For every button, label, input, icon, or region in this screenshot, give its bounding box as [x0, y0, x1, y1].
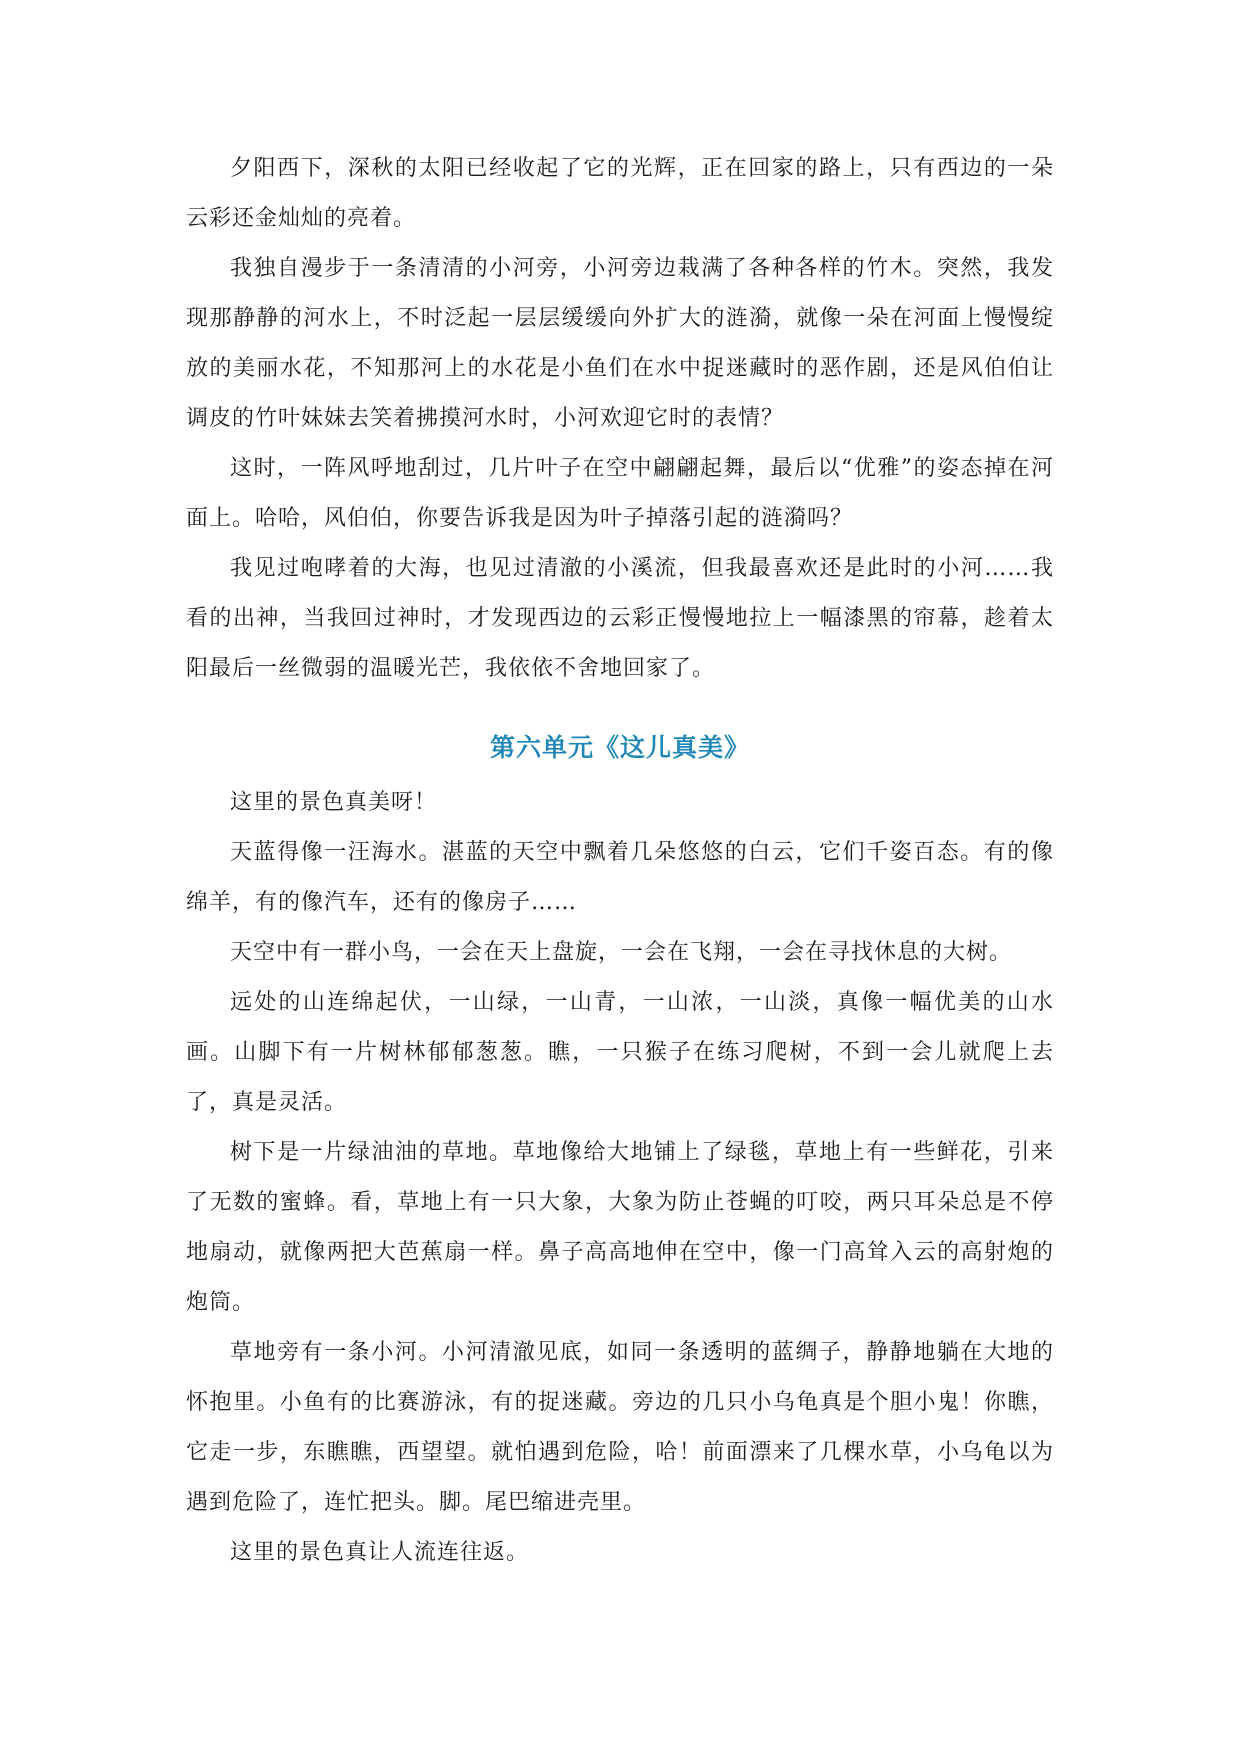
paragraph: 我见过咆哮着的大海，也见过清澈的小溪流，但我最喜欢还是此时的小河……我看的出神，当我回过神时，才发现西边的云彩正慢慢地拉上一幅漆黑的帘幕，趁着太阳最后一丝微弱的温暖光芒，我依依不舍地回家了。	[186, 556, 1054, 681]
paragraph: 我独自漫步于一条清清的小河旁，小河旁边栽满了各种各样的竹木。突然，我发现那静静的河水上，不时泛起一层层缓缓向外扩大的涟漪，就像一朵在河面上慢慢绽放的美丽水花，不知那河上的水花是小鱼们在水中捉迷藏时的恶作剧，还是风伯伯让调皮的竹叶妹妹去笑着拂摸河水时，小河欢迎它时的表情？	[186, 256, 1054, 431]
paragraph: 这里的景色真让人流连往返。	[230, 1540, 530, 1565]
essay-section-sunset	[186, 144, 1054, 694]
essay-section-beautiful-place	[186, 778, 1054, 1578]
paragraph: 这里的景色真美呀！	[230, 790, 438, 815]
paragraph: 天空中有一群小鸟，一会在天上盘旋，一会在飞翔，一会在寻找休息的大树。	[230, 940, 1013, 965]
paragraph: 远处的山连绵起伏，一山绿，一山青，一山浓，一山淡，真像一幅优美的山水画。山脚下有一片树林郁郁葱葱。瞧，一只猴子在练习爬树，不到一会儿就爬上去了，真是灵活。	[186, 990, 1054, 1115]
paragraph: 草地旁有一条小河。小河清澈见底，如同一条透明的蓝绸子，静静地躺在大地的怀抱里。小鱼有的比赛游泳，有的捉迷藏。旁边的几只小乌龟真是个胆小鬼！你瞧，它走一步，东瞧瞧，西望望。就怕遇到危险，哈！前面漂来了几棵水草，小乌龟以为遇到危险了，连忙把头。脚。尾巴缩进壳里。	[186, 1340, 1054, 1515]
paragraph: 这时，一阵风呼地刮过，几片叶子在空中翩翩起舞，最后以“优雅”的姿态掉在河面上。哈哈，风伯伯，你要告诉我是因为叶子掉落引起的涟漪吗？	[186, 456, 1054, 531]
paragraph: 夕阳西下，深秋的太阳已经收起了它的光辉，正在回家的路上，只有西边的一朵云彩还金灿灿的亮着。	[186, 156, 1054, 231]
paragraph: 树下是一片绿油油的草地。草地像给大地铺上了绿毯，草地上有一些鲜花，引来了无数的蜜蜂。看，草地上有一只大象，大象为防止苍蝇的叮咬，两只耳朵总是不停地扇动，就像两把大芭蕉扇一样。鼻子高高地伸在空中，像一门高耸入云的高射炮的炮筒。	[186, 1140, 1054, 1315]
section-title: 第六单元《这儿真美》	[489, 733, 750, 762]
document-page	[186, 144, 1054, 1578]
paragraph: 天蓝得像一汪海水。湛蓝的天空中飘着几朵悠悠的白云，它们千姿百态。有的像绵羊，有的像汽车，还有的像房子……	[186, 840, 1054, 915]
